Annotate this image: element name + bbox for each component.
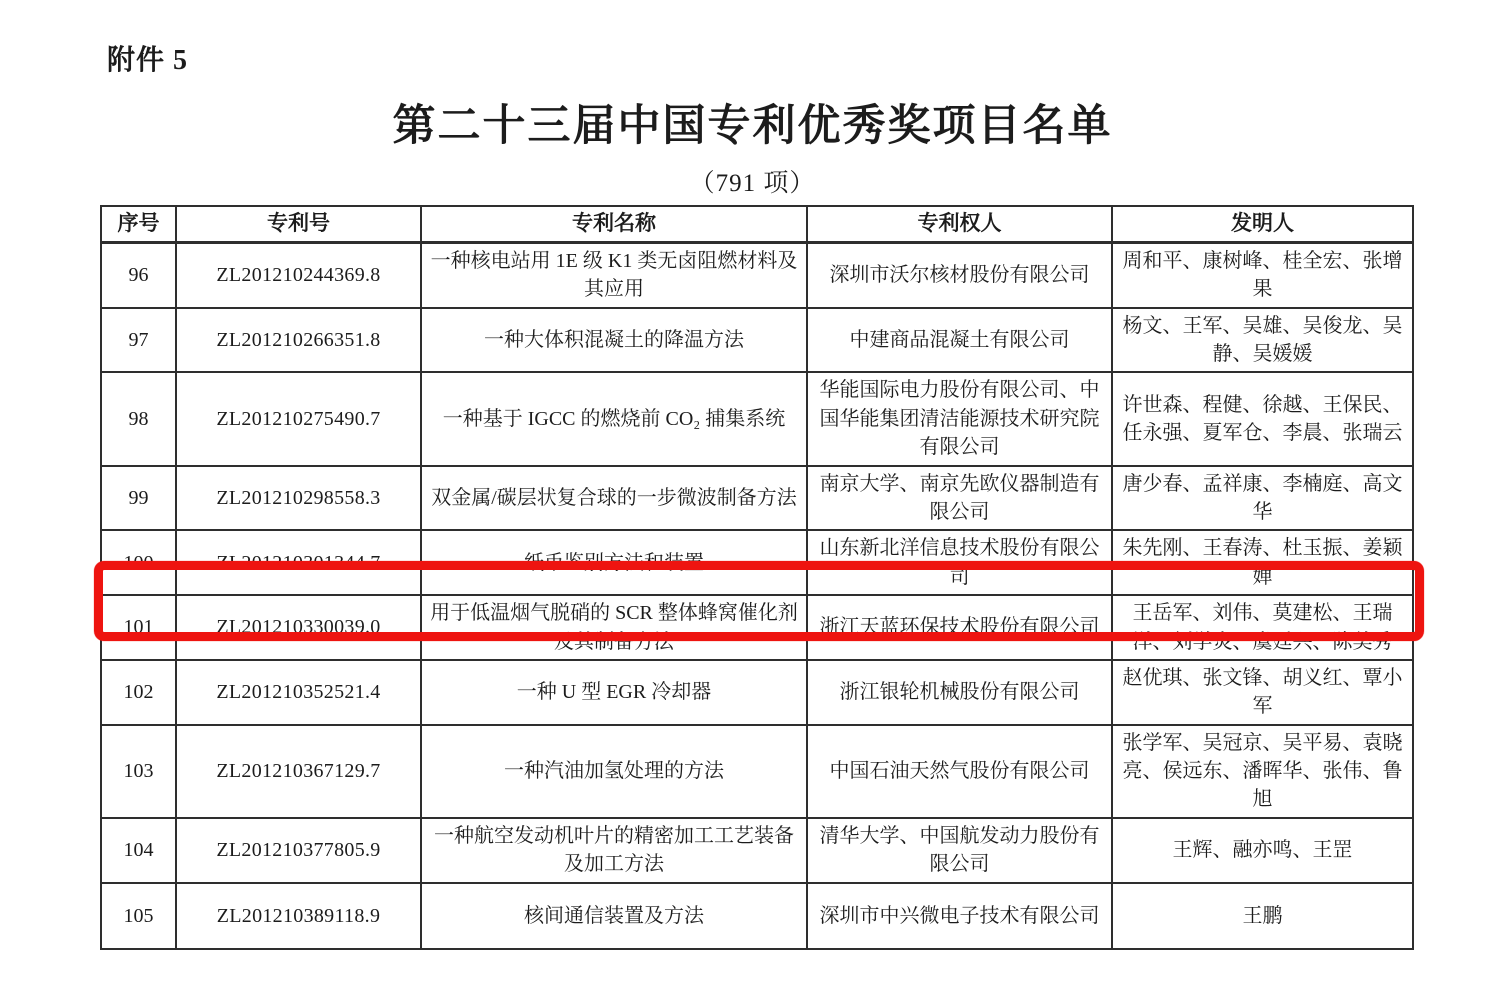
cell-patent-number: ZL201210352521.4 (176, 660, 421, 725)
cell-inventors: 赵优琪、张文锋、胡义红、覃小军 (1112, 660, 1413, 725)
cell-patentee: 清华大学、中国航发动力股份有限公司 (807, 818, 1112, 883)
attachment-label: 附件 5 (107, 45, 189, 76)
cell-patent-number: ZL201210377805.9 (176, 818, 421, 883)
cell-patentee: 深圳市中兴微电子技术有限公司 (807, 883, 1112, 949)
table-row-102 (101, 660, 1413, 725)
cell-patent-number: ZL201210275490.7 (176, 372, 421, 465)
cell-serial: 96 (101, 242, 176, 307)
cell-patentee: 华能国际电力股份有限公司、中国华能集团清洁能源技术研究院有限公司 (807, 372, 1112, 465)
cell-patentee: 山东新北洋信息技术股份有限公司 (807, 530, 1112, 595)
cell-inventors: 张学军、吴冠京、吴平易、袁晓亮、侯远东、潘晖华、张伟、鲁旭 (1112, 725, 1413, 818)
table-row-100 (101, 530, 1413, 595)
cell-patent-number: ZL201210301344.7 (176, 530, 421, 595)
cell-patent-name: 双金属/碳层状复合球的一步微波制备方法 (421, 466, 807, 531)
cell-patent-name: 一种核电站用 1E 级 K1 类无卤阻燃材料及其应用 (421, 242, 807, 307)
page-title: 第二十三届中国专利优秀奖项目名单 (392, 103, 1113, 150)
col-header-patent-name: 专利名称 (421, 206, 807, 242)
cell-serial: 101 (101, 595, 176, 660)
cell-inventors: 王岳军、刘伟、莫建松、王瑞洋、刘学炎、虞廷兴、陈美秀 (1112, 595, 1413, 660)
cell-patentee: 浙江银轮机械股份有限公司 (807, 660, 1112, 725)
cell-inventors: 周和平、康树峰、桂全宏、张增果 (1112, 242, 1413, 307)
cell-patent-number: ZL201210389118.9 (176, 883, 421, 949)
table-row-99 (101, 466, 1413, 531)
cell-serial: 103 (101, 725, 176, 818)
cell-serial: 102 (101, 660, 176, 725)
table-row-97 (101, 308, 1413, 373)
cell-serial: 100 (101, 530, 176, 595)
cell-patent-number: ZL201210367129.7 (176, 725, 421, 818)
cell-patent-name: 一种汽油加氢处理的方法 (421, 725, 807, 818)
col-header-patentee: 专利权人 (807, 206, 1112, 242)
cell-patent-name: 用于低温烟气脱硝的 SCR 整体蜂窝催化剂及其制备方法 (421, 595, 807, 660)
cell-patentee: 中国石油天然气股份有限公司 (807, 725, 1112, 818)
cell-patent-name: 一种基于 IGCC 的燃烧前 CO₂ 捕集系统 (421, 372, 807, 465)
cell-inventors: 杨文、王军、吴雄、吴俊龙、吴静、吴媛媛 (1112, 308, 1413, 373)
cell-patentee: 南京大学、南京先欧仪器制造有限公司 (807, 466, 1112, 531)
cell-inventors: 朱先刚、王春涛、杜玉振、姜颖婵 (1112, 530, 1413, 595)
cell-patent-name: 一种 U 型 EGR 冷却器 (421, 660, 807, 725)
cell-patentee: 深圳市沃尔核材股份有限公司 (807, 242, 1112, 307)
table-row-105 (101, 883, 1413, 949)
cell-inventors: 王辉、融亦鸣、王罡 (1112, 818, 1413, 883)
cell-patent-name: 一种大体积混凝土的降温方法 (421, 308, 807, 373)
cell-patent-number: ZL201210266351.8 (176, 308, 421, 373)
cell-inventors: 王鹏 (1112, 883, 1413, 949)
cell-serial: 97 (101, 308, 176, 373)
cell-patentee: 浙江天蓝环保技术股份有限公司 (807, 595, 1112, 660)
col-header-serial: 序号 (101, 206, 176, 242)
cell-serial: 99 (101, 466, 176, 531)
cell-patent-name: 核间通信装置及方法 (421, 883, 807, 949)
cell-patent-number: ZL201210330039.0 (176, 595, 421, 660)
cell-patent-name: 一种航空发动机叶片的精密加工工艺装备及加工方法 (421, 818, 807, 883)
cell-serial: 98 (101, 372, 176, 465)
cell-patent-number: ZL201210298558.3 (176, 466, 421, 531)
table-row-96 (101, 242, 1413, 307)
table-row-98 (101, 372, 1413, 465)
patent-award-table (100, 205, 1414, 950)
cell-inventors: 唐少春、孟祥康、李楠庭、高文华 (1112, 466, 1413, 531)
table-row-104 (101, 818, 1413, 883)
cell-serial: 105 (101, 883, 176, 949)
cell-patent-name: 纸币鉴别方法和装置 (421, 530, 807, 595)
cell-patentee: 中建商品混凝土有限公司 (807, 308, 1112, 373)
cell-patent-number: ZL201210244369.8 (176, 242, 421, 307)
col-header-inventors: 发明人 (1112, 206, 1413, 242)
table-row-103 (101, 725, 1413, 818)
table-row-101-highlighted (101, 595, 1413, 660)
cell-serial: 104 (101, 818, 176, 883)
col-header-patent-number: 专利号 (176, 206, 421, 242)
table-header-row (101, 206, 1413, 242)
item-count-subtitle: （791 项） (689, 170, 816, 197)
cell-inventors: 许世森、程健、徐越、王保民、任永强、夏军仓、李晨、张瑞云 (1112, 372, 1413, 465)
